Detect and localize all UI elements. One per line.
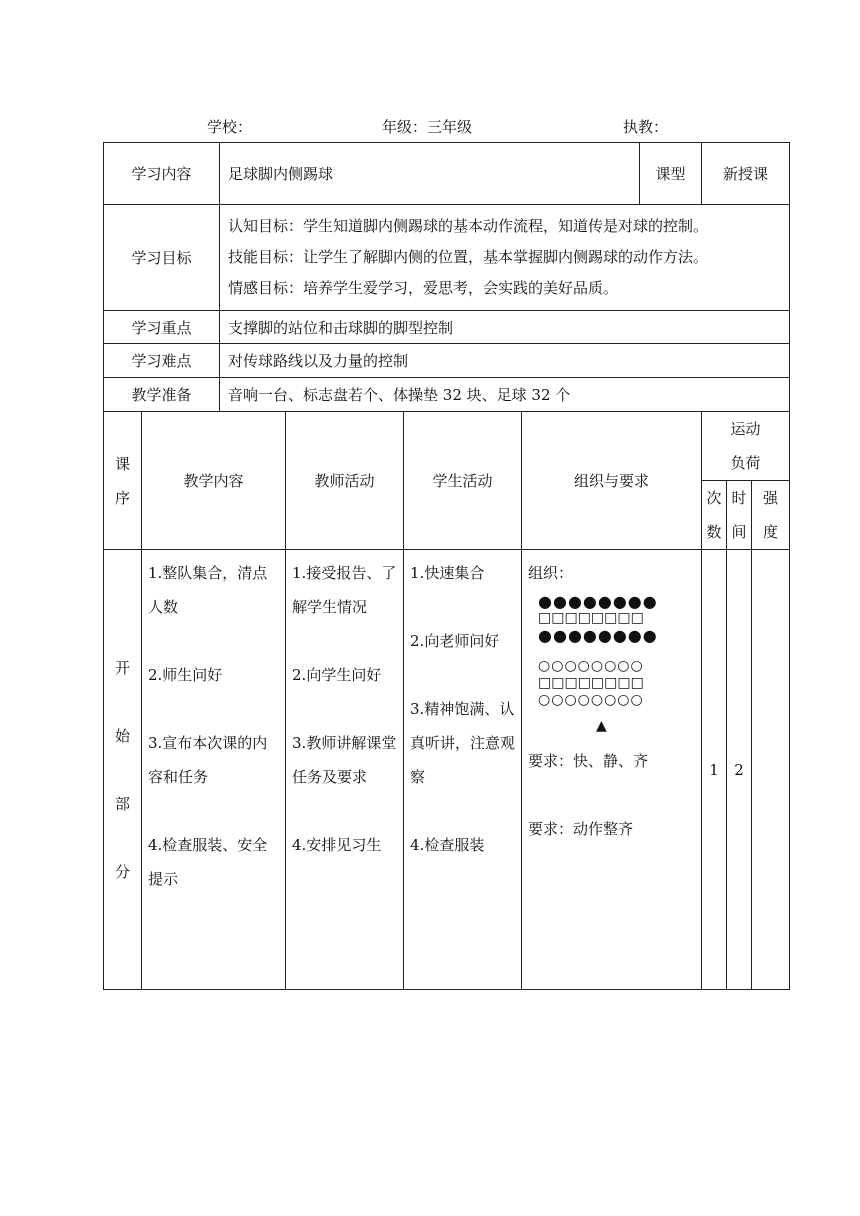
formation — [528, 590, 695, 744]
formation-row-4: ○○○○○○○○ — [538, 658, 644, 674]
type-value: 新授课 — [702, 143, 790, 205]
prep-label: 教学准备 — [104, 378, 220, 412]
teacher-item-3: 3.教师讲解课堂任务及要求 — [292, 734, 397, 786]
teacher-item-4: 4.安排见习生 — [292, 836, 382, 854]
col-content: 教学内容 — [142, 412, 286, 550]
section-name — [104, 550, 142, 990]
section-char-2: 始 — [114, 726, 130, 745]
goal-cognitive: 认知目标：学生知道脚内侧踢球的基本动作流程，知道传是对球的控制。 — [228, 217, 709, 235]
content-item-3: 3.宣布本次课的内容和任务 — [148, 734, 268, 786]
formation-row-6: ○○○○○○○○ — [538, 692, 644, 708]
type-label: 课型 — [640, 143, 702, 205]
section-teacher — [286, 550, 404, 990]
content-item-1: 1.整队集合，清点人数 — [148, 564, 268, 616]
section-char-3: 部 — [114, 794, 130, 813]
formation-row-3: ●●●●●●●● — [538, 626, 658, 645]
content-label: 学习内容 — [104, 143, 220, 205]
student-item-3: 3.精神饱满、认真听讲，注意观察 — [410, 700, 516, 786]
student-item-4: 4.检查服装 — [410, 836, 485, 854]
goal-skill: 技能目标：让学生了解脚内侧的位置，基本掌握脚内侧踢球的动作方法。 — [228, 248, 709, 266]
goal-emotion: 情感目标：培养学生爱学习，爱思考，会实践的美好品质。 — [228, 279, 619, 297]
student-item-2: 2.向老师问好 — [410, 632, 500, 650]
col-time: 时间 — [727, 481, 752, 550]
goals-label: 学习目标 — [104, 205, 220, 311]
teacher-item-2: 2.向学生问好 — [292, 666, 382, 684]
content-item-2: 2.师生问好 — [148, 666, 223, 684]
formation-row-5: □□□□□□□□ — [538, 675, 644, 691]
lesson-table — [103, 142, 790, 990]
section-org — [522, 550, 702, 990]
key-value: 支撑脚的站位和击球脚的脚型控制 — [220, 311, 790, 344]
header-teacher: 执教： — [623, 118, 669, 136]
header-school: 学校： — [207, 118, 253, 136]
section-student — [404, 550, 522, 990]
col-load: 运动负荷 — [702, 412, 790, 481]
content-value: 足球脚内侧踢球 — [220, 143, 640, 205]
section-content — [142, 550, 286, 990]
col-student: 学生活动 — [404, 412, 522, 550]
load-intensity — [752, 550, 790, 990]
load-times: 1 — [702, 550, 727, 990]
section-char-4: 分 — [114, 862, 130, 881]
teacher-marker-icon: ▲ — [596, 718, 607, 734]
org-label: 组织： — [528, 564, 574, 582]
teacher-item-1: 1.接受报告、了解学生情况 — [292, 564, 397, 616]
difficulty-value: 对传球路线以及力量的控制 — [220, 344, 790, 378]
student-item-1: 1.快速集合 — [410, 564, 485, 582]
content-item-4: 4.检查服装、安全提示 — [148, 836, 268, 888]
header-grade: 年级：三年级 — [382, 118, 473, 136]
difficulty-label: 学习难点 — [104, 344, 220, 378]
col-org: 组织与要求 — [522, 412, 702, 550]
goals-list — [220, 205, 790, 311]
section-char-1: 开 — [114, 658, 130, 677]
col-order: 课序 — [104, 412, 142, 550]
formation-row-2: □□□□□□□□ — [538, 610, 644, 626]
org-requirement-1: 要求：快、静、齐 — [528, 752, 649, 770]
col-teacher: 教师活动 — [286, 412, 404, 550]
prep-value: 音响一台、标志盘若个、体操垫 32 块、足球 32 个 — [220, 378, 790, 412]
load-time: 2 — [727, 550, 752, 990]
formation-row-1: ●●●●●●●● — [538, 592, 658, 611]
col-intensity: 强度 — [752, 481, 790, 550]
key-label: 学习重点 — [104, 311, 220, 344]
org-requirement-2: 要求：动作整齐 — [528, 820, 634, 838]
col-times: 次数 — [702, 481, 727, 550]
